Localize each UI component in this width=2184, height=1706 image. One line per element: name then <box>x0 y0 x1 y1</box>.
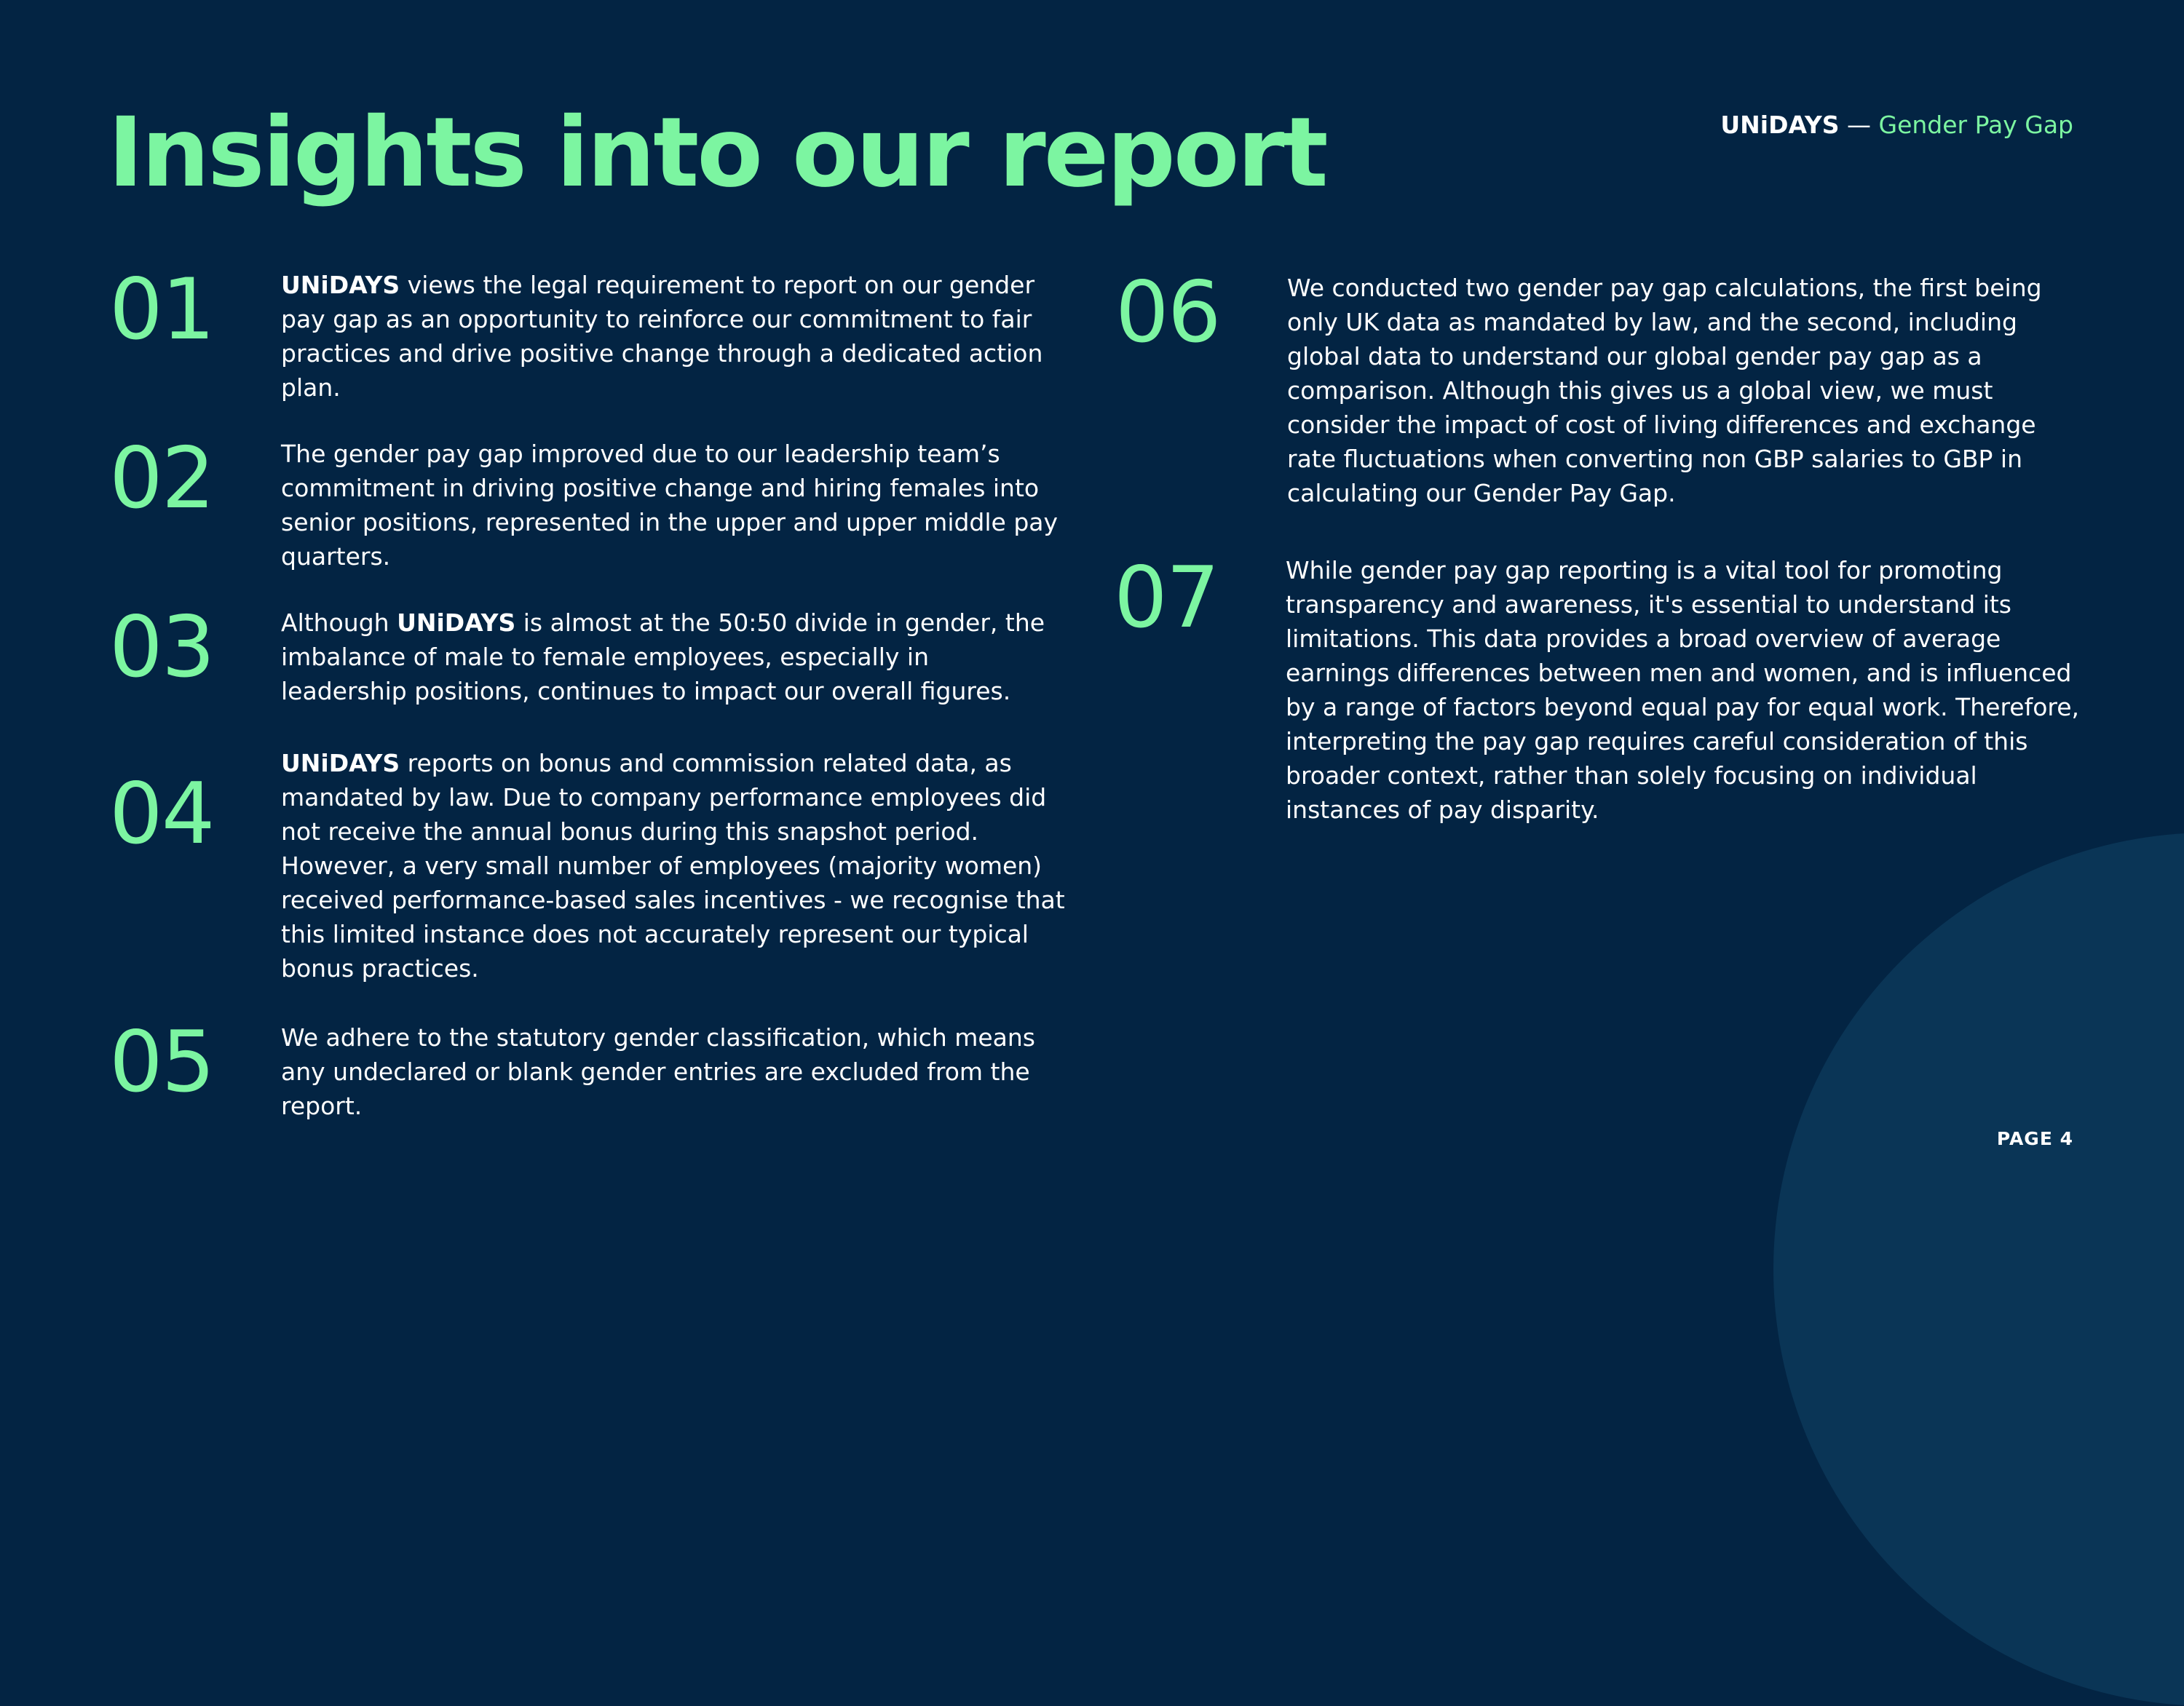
insight-number: 02 <box>109 429 214 528</box>
insight-text: UNiDAYS views the legal requirement to report on our gender pay gap as an opportunity to reinforce our commitment to fair practices and drive positive change through a dedicated action plan. <box>281 271 1043 402</box>
insight-item-07 <box>1114 549 2082 844</box>
page-number: PAGE 4 <box>1996 1128 2073 1149</box>
page-title: Insights into our report <box>108 97 1326 209</box>
report-header-label <box>1720 109 2073 141</box>
insight-number: 01 <box>109 261 214 359</box>
insight-text: We adhere to the statutory gender classification, which means any undeclared or blank gender entries are excluded from the report. <box>281 1023 1036 1120</box>
insight-item-01 <box>109 261 1077 413</box>
insight-item-06 <box>1115 263 2084 533</box>
insight-text: The gender pay gap improved due to our leadership team’s commitment in driving positive change and hiring females into senior positions, represented in the upper and upper middle pay quarters. <box>281 440 1059 571</box>
insight-text: UNiDAYS reports on bonus and commission related data, as mandated by law. Due to company performance employees did not receive the annual bonus during this snapshot period. However, a very small number of employees (majority women) received performance-based sales incentives - we recognise that this limited instance does not accurately represent our typical bonus practices. <box>281 749 1065 983</box>
header-separator: — <box>1839 111 1879 139</box>
insight-text: Although UNiDAYS is almost at the 50:50 divide in gender, the imbalance of male to female employees, especially in leadership positions, continues to impact our overall figures. <box>281 608 1045 705</box>
insight-item-05 <box>109 1013 1077 1137</box>
decorative-circle <box>1773 833 2184 1706</box>
insight-item-03 <box>109 598 1077 722</box>
insight-text: While gender pay gap reporting is a vital tool for promoting transparency and awareness, it's essential to understand its limitations. This data provides a broad overview of average earnings differences between men and women, and is influenced by a range of factors beyond equal pay for equal work. Therefore, interpreting the pay gap requires careful consideration of this broader context, rather than solely focusing on individual instances of pay disparity. <box>1286 556 2080 824</box>
insight-text: We conducted two gender pay gap calculations, the first being only UK data as mandated by law, and the second, including global data to understand our global gender pay gap as a comparison. Although this gives us a global view, we must consider the impact of cost of living differences and exchange rate fluctuations when converting non GBP salaries to GBP in calculating our Gender Pay Gap. <box>1287 274 2042 507</box>
brand-name: UNiDAYS <box>1720 111 1840 139</box>
insight-item-02 <box>109 429 1077 582</box>
insight-number: 07 <box>1114 549 1219 647</box>
brand-name: UNiDAYS <box>281 749 400 777</box>
report-subtitle: Gender Pay Gap <box>1878 111 2073 139</box>
insight-number: 06 <box>1115 263 1220 362</box>
insight-number: 05 <box>109 1013 214 1111</box>
brand-name: UNiDAYS <box>397 608 516 637</box>
brand-name: UNiDAYS <box>281 271 400 299</box>
insight-number: 03 <box>109 598 214 697</box>
insight-item-04 <box>109 746 1077 993</box>
insight-number: 04 <box>109 765 214 863</box>
